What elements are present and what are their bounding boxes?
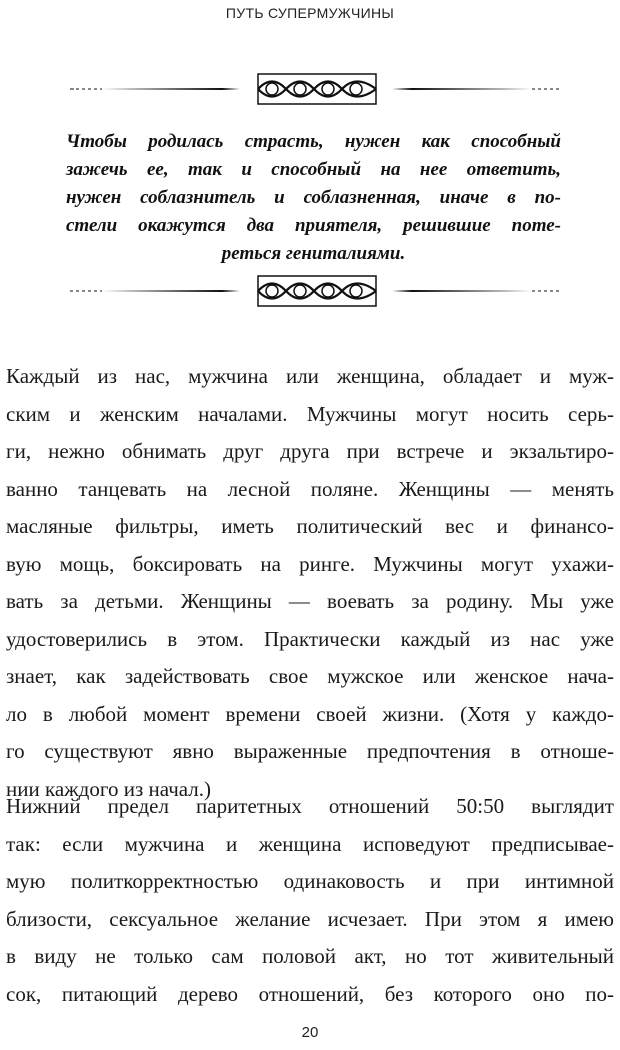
text-line: масляные фильтры, иметь политический вес и финансо- (6, 514, 614, 538)
text-line: го существуют явно выраженные предпочтения в отноше- (6, 739, 614, 763)
text-line: удостоверились в этом. Практически каждый из нас уже (6, 626, 614, 651)
text-line: вую мощь, боксировать на ринге. Мужчины могут ухажи- (6, 551, 614, 576)
paragraph-2 (6, 788, 614, 1013)
text-line: мую политкорректностью одинаковость и при интимной (6, 869, 614, 893)
text-line: ванно танцевать на лесной поляне. Женщины — менять (6, 476, 614, 501)
paragraph-1 (6, 358, 614, 808)
text-line: Каждый из нас, мужчина или женщина, обладает и муж- (6, 364, 614, 388)
text-line: близости, сексуальное желание исчезает. При этом я имею (6, 906, 614, 931)
text-line: Нижний предел паритетных отношений 50:50 выглядит (6, 794, 614, 818)
epigraph-line: Чтобы родилась страсть, нужен как способный (66, 131, 561, 152)
text-line: ги, нежно обнимать друг друга при встрече и экзальтиро- (6, 439, 614, 463)
epigraph-line: стели окажутся два приятеля, решившие поте- (66, 215, 561, 236)
epigraph-line: зажечь ее, так и способный на нее ответить, (66, 159, 561, 180)
text-line: нии каждого из начал.) (6, 776, 211, 801)
epigraph-line: реться гениталиями. (221, 243, 406, 264)
epigraph-line: нужен соблазнитель и соблазненная, иначе в по- (66, 187, 561, 208)
text-line: в виду не только сам половой акт, но тот живительный (6, 944, 614, 968)
text-line: знает, как задействовать свое мужское или женское нача- (6, 664, 614, 688)
celtic-knot-divider-icon (62, 68, 570, 108)
epigraph (66, 128, 561, 268)
text-line: вать за детьми. Женщины — воевать за родину. Мы уже (6, 589, 614, 613)
celtic-knot-divider-icon (62, 270, 570, 310)
text-line: сок, питающий дерево отношений, без которого оно по- (6, 981, 614, 1006)
page-number: 20 (301, 1024, 319, 1041)
text-line: ским и женским началами. Мужчины могут носить серь- (6, 401, 614, 426)
text-line: так: если мужчина и женщина исповедуют предписывае- (6, 831, 614, 856)
running-head: ПУТЬ СУПЕРМУЖЧИНЫ (225, 5, 395, 21)
text-line: ло в любой момент времени своей жизни. (Хотя у каждо- (6, 701, 614, 726)
